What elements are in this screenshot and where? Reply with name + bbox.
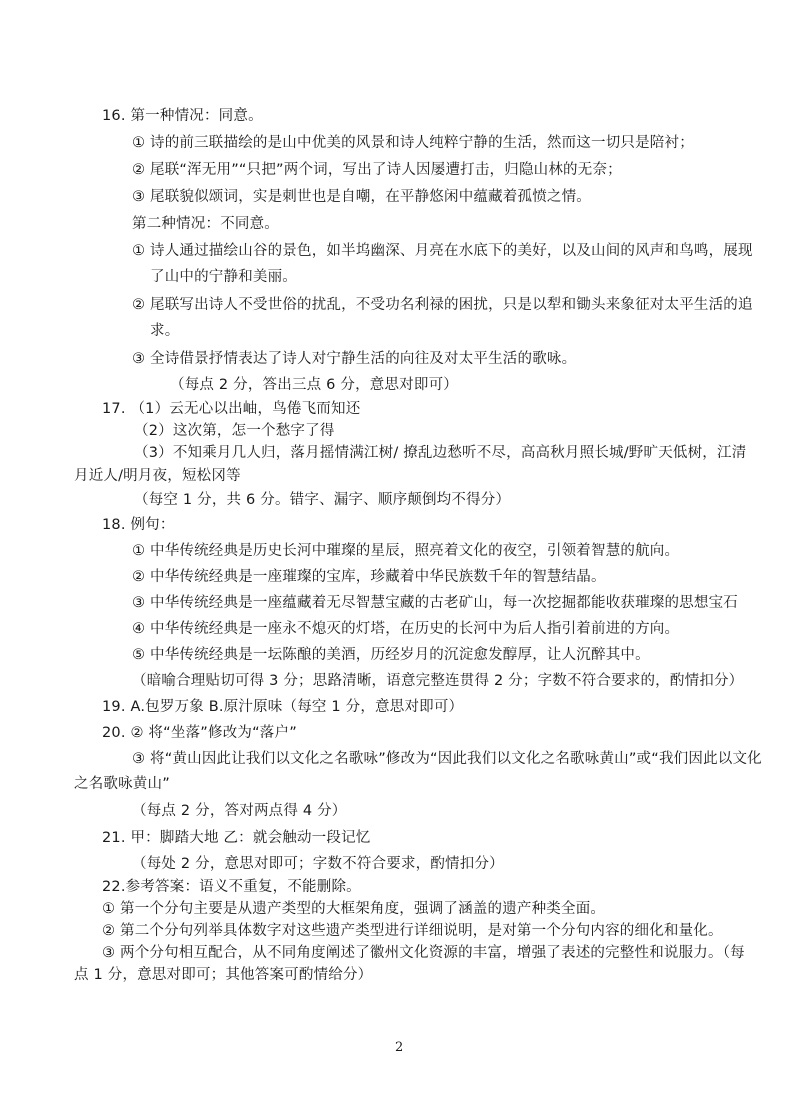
q20-answer-1: 20. ② 将“坐落”修改为“落户”: [102, 725, 297, 741]
q18-sentence-5: ⑤ 中华传统经典是一坛陈酿的美酒，历经岁月的沉淀愈发醇厚，让人沉醉其中。: [132, 647, 650, 663]
q19-answer: 19. A.包罗万象 B.原汁原味（每空 1 分，意思对即可）: [102, 699, 464, 715]
q16-case2-point-2-line-2: 求。: [150, 323, 180, 339]
q16-scoring-note: （每点 2 分，答出三点 6 分，意思对即可）: [170, 377, 458, 393]
q16-case2-point-3: ③ 全诗借景抒情表达了诗人对宁静生活的向往及对太平生活的歌咏。: [132, 351, 577, 367]
q22-title: 22.参考答案：语义不重复，不能删除。: [102, 879, 361, 895]
q22-point-3-line-1: ③ 两个分句相互配合，从不同角度阐述了徽州文化资源的丰富，增强了表述的完整性和说服力。（每: [102, 945, 745, 961]
q17-answer-1: 17. （1）云无心以出岫，鸟倦飞而知还: [102, 401, 361, 417]
q16-case2-point-1-line-2: 了山中的宁静和美丽。: [150, 269, 297, 285]
q18-title: 18. 例句：: [102, 517, 175, 533]
q18-sentence-4: ④ 中华传统经典是一座永不熄灭的灯塔，在历史的长河中为后人指引着前进的方向。: [132, 621, 680, 637]
q22-point-3-line-2: 点 1 分，意思对即可；其他答案可酌情给分）: [74, 967, 373, 983]
q16-case2-point-2-line-1: ② 尾联写出诗人不受世俗的扰乱，不受功名利禄的困扰，只是以犁和锄头来象征对太平生活的追: [132, 297, 753, 313]
q22-point-2: ② 第二个分句列举具体数字对这些遗产类型进行详细说明，是对第一个分句内容的细化和量化。: [102, 923, 723, 939]
q17-answer-3-line-2: 月近人/明月夜，短松冈等: [74, 468, 241, 484]
q16-case1-point-1: ① 诗的前三联描绘的是山中优美的风景和诗人纯粹宁静的生活，然而这一切只是陪衬；: [132, 135, 694, 151]
q20-answer-2-line-2: 之名歌咏黄山”: [74, 776, 170, 792]
q16-case2-point-1-line-1: ① 诗人通过描绘山谷的景色，如半坞幽深、月亮在水底下的美好，以及山间的风声和鸟鸣，展现: [132, 243, 753, 259]
q18-sentence-3: ③ 中华传统经典是一座蕴藏着无尽智慧宝藏的古老矿山，每一次挖掘都能收获璀璨的思想宝石: [132, 595, 739, 611]
q18-sentence-2: ② 中华传统经典是一座璀璨的宝库，珍藏着中华民族数千年的智慧结晶。: [132, 569, 606, 585]
q16-case1-point-2: ② 尾联“浑无用”“只把”两个词，写出了诗人因屡遭打击，归隐山林的无奈；: [132, 162, 622, 178]
q16-case1-point-3: ③ 尾联貌似颂词，实是刺世也是自嘲，在平静悠闲中蕴藏着孤愤之情。: [132, 189, 592, 205]
q16-case2-title: 第二种情况：不同意。: [132, 216, 279, 232]
q17-answer-3-line-1: （3）不知乘月几人归，落月摇情满江树/ 撩乱边愁听不尽，高高秋月照长城/野旷天低树，江清: [134, 445, 747, 461]
q16-case1-title: 16. 第一种情况：同意。: [102, 108, 263, 124]
q18-scoring-note: （暗喻合理贴切可得 3 分；思路清晰，语意完整连贯得 2 分；字数不符合要求的，酌情扣分）: [132, 673, 744, 689]
q20-answer-2-line-1: ③ 将“黄山因此让我们以文化之名歌咏”修改为“因此我们以文化之名歌咏黄山”或“我们因此以文化: [132, 751, 762, 767]
q21-scoring-note: （每处 2 分，意思对即可；字数不符合要求，酌情扣分）: [132, 856, 504, 872]
page-number: 2: [395, 1040, 404, 1055]
q18-sentence-1: ① 中华传统经典是历史长河中璀璨的星辰，照亮着文化的夜空，引领着智慧的航向。: [132, 543, 680, 559]
q22-point-1: ① 第一个分句主要是从遗产类型的大框架角度，强调了涵盖的遗产种类全面。: [102, 901, 606, 917]
q21-answer: 21. 甲：脚踏大地 乙：就会触动一段记忆: [102, 830, 371, 846]
q17-scoring-note: （每空 1 分，共 6 分。错字、漏字、顺序颠倒均不得分）: [134, 492, 511, 508]
q17-answer-2: （2）这次第，怎一个愁字了得: [134, 423, 335, 439]
q20-scoring-note: （每点 2 分，答对两点得 4 分）: [132, 803, 347, 819]
